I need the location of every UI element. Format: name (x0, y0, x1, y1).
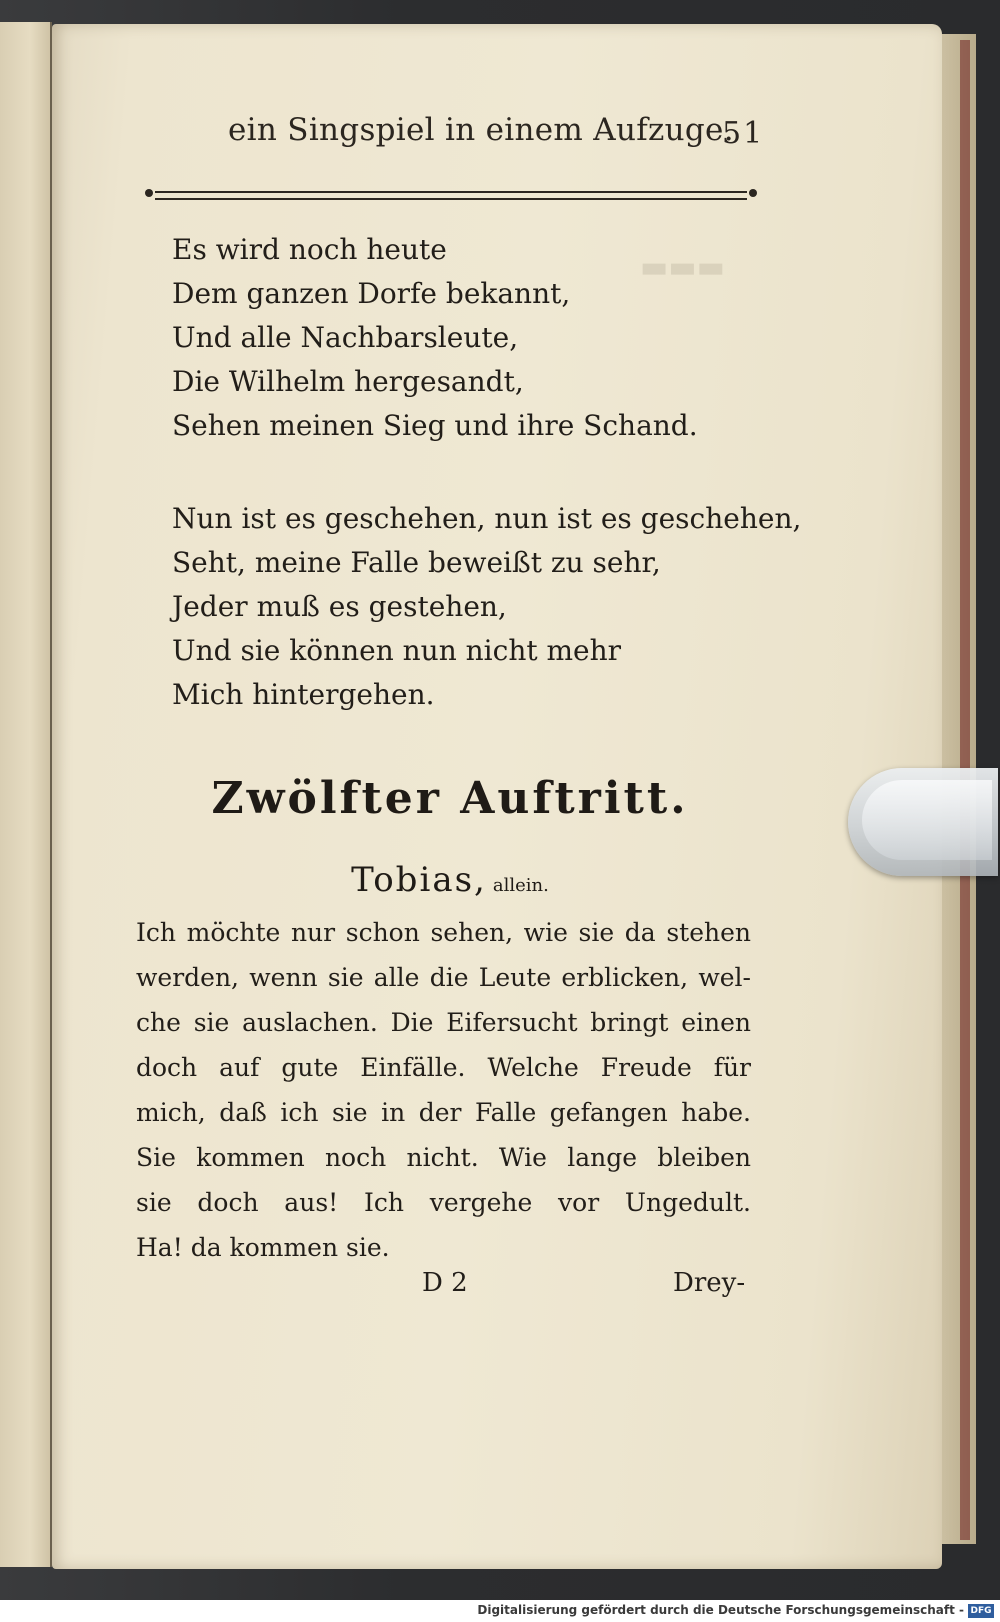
verse-line: Und alle Nachbarsleute, (172, 321, 519, 354)
prose-line: mich, daß ich sie in der Falle gefangen habe. (136, 1098, 751, 1127)
prose-line: werden, wenn sie alle die Leute erblicken, wel- (136, 963, 751, 992)
prose-line: sie doch aus! Ich vergehe vor Ungedult. (136, 1188, 751, 1217)
catchword: Drey- (673, 1268, 746, 1298)
verse-line: Jeder muß es gestehen, (172, 590, 507, 623)
verse-line: Mich hintergehen. (172, 678, 435, 711)
bleed-through-text: ▬▬▬ (640, 250, 726, 285)
verse-stanza-2 (172, 497, 801, 717)
prose-line: Sie kommen noch nicht. Wie lange bleiben (136, 1143, 751, 1172)
rule-bar (155, 191, 747, 200)
verse-line: Nun ist es geschehen, nun ist es geschehen, (172, 502, 802, 535)
prose-line: Ha! da kommen sie. (136, 1233, 390, 1262)
verse-line: Die Wilhelm hergesandt, (172, 365, 524, 398)
funding-credit: Digitalisierung gefördert durch die Deutsche Forschungsgemeinschaft - (477, 1603, 964, 1617)
speaker-name: Tobias, (351, 860, 487, 900)
verse-line: Seht, meine Falle beweißt zu sehr, (172, 546, 661, 579)
digitization-footer (0, 1600, 1000, 1622)
dfg-logo: DFG (968, 1604, 994, 1618)
prose-line: che sie auslachen. Die Eifersucht bringt einen (136, 1008, 751, 1037)
signature-mark: D 2 (422, 1268, 468, 1298)
page-number: 51 (722, 116, 765, 151)
prose-line: doch auf gute Einfälle. Welche Freude für (136, 1053, 751, 1082)
verse-line: Es wird noch heute (172, 233, 447, 266)
previous-page-edge (0, 22, 52, 1567)
running-head: ein Singspiel in einem Aufzuge. (228, 112, 734, 148)
prose-paragraph (136, 910, 751, 1270)
rule-right-knob (749, 189, 757, 197)
page-clip-highlight (862, 780, 992, 860)
rule-left-knob (145, 189, 153, 197)
verse-stanza-1 (172, 228, 698, 448)
prose-line: Ich möchte nur schon sehen, wie sie da stehen (136, 918, 751, 947)
scene-heading: Zwölfter Auftritt. (211, 773, 689, 824)
ornamental-rule (145, 189, 757, 199)
speaker-line (200, 860, 700, 900)
page-clip (848, 768, 998, 876)
verse-line: Sehen meinen Sieg und ihre Schand. (172, 409, 698, 442)
stage-direction: allein. (492, 875, 549, 896)
verse-line: Und sie können nun nicht mehr (172, 634, 622, 667)
verse-line: Dem ganzen Dorfe bekannt, (172, 277, 571, 310)
